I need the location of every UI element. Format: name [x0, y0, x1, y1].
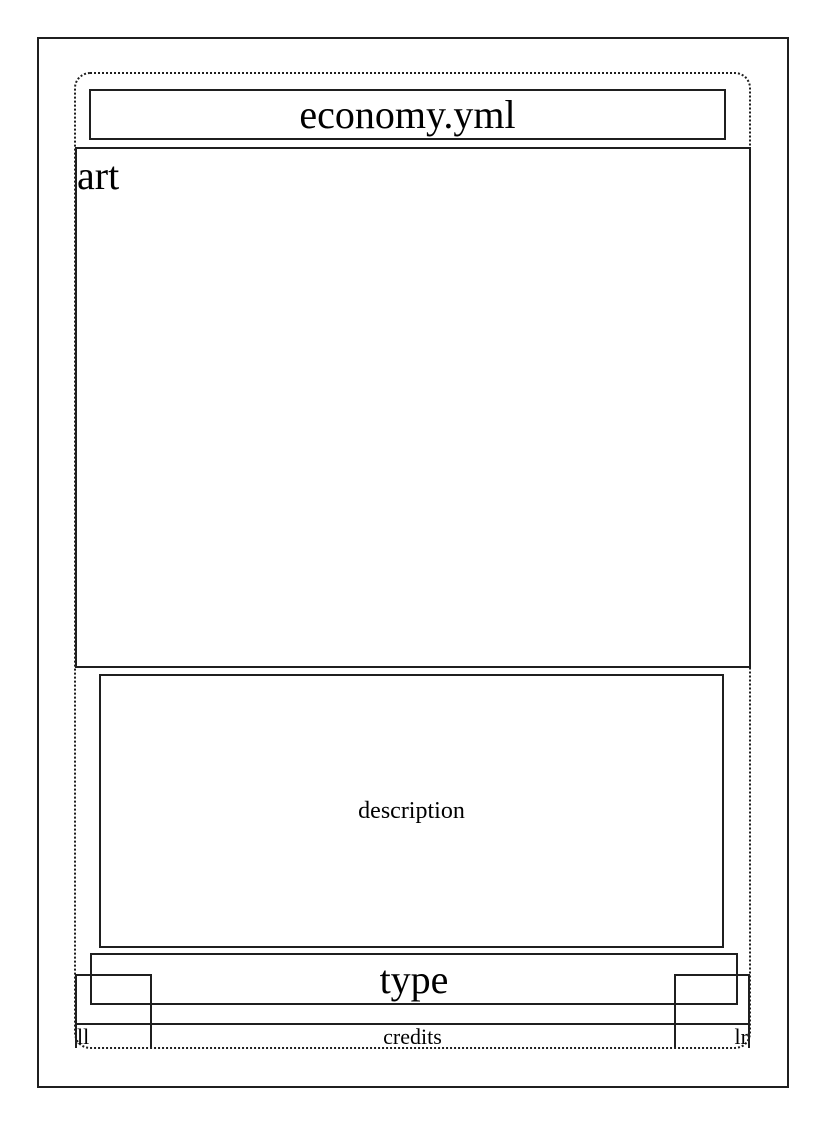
title-zone — [89, 89, 726, 140]
credits-zone — [75, 1023, 750, 1048]
title-text: economy.yml — [299, 92, 516, 137]
description-zone-label: description — [358, 797, 465, 824]
type-zone — [90, 953, 738, 1005]
description-zone — [99, 674, 724, 948]
art-zone-label: art — [77, 153, 120, 198]
lower-left-label: ll — [77, 1024, 90, 1049]
credits-zone-label: credits — [383, 1023, 442, 1049]
art-zone — [75, 147, 751, 668]
type-zone-label: type — [379, 956, 449, 1002]
lower-right-label: lr — [734, 1024, 748, 1049]
